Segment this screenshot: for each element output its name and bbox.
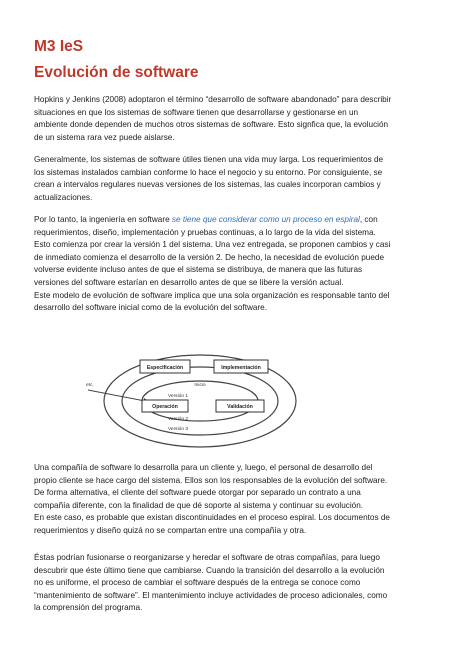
paragraph-line: requerimientos, diseño, implementación y pruebas continuas, a lo largo de la vida del sistema. xyxy=(34,227,376,237)
paragraph-line: la comprensión del programa. xyxy=(34,603,143,613)
paragraph-line: Una compañía de software lo desarrolla para un cliente y, luego, el personal de desarrollo del xyxy=(34,463,373,472)
etc-label: etc. xyxy=(86,383,94,388)
spiral-tail-line xyxy=(88,390,150,402)
paragraph-line: no es uniforme, el proceso de cambiar el software después de la entrega se conoce como xyxy=(34,578,361,588)
paragraph-line: volverse evidente incluso antes de que el sistema se distribuya, de manera que las futuras xyxy=(34,265,363,275)
paragraph-1 xyxy=(34,94,444,144)
paragraph-line: de inmediato comienza el desarrollo de la versión 2. De hecho, la necesidad de evolución puede xyxy=(34,252,385,262)
paragraph-line: En este caso, es probable que existan discontinuidades en el proceso espiral. Los documentos de xyxy=(34,513,390,523)
validation-label: Validación xyxy=(227,404,253,410)
paragraph-line: Esto comienza por crear la versión 1 del sistema. Una vez entregada, se proponen cambios y casi xyxy=(34,240,391,250)
paragraph-line: ambiente donde dependen de muchos otros sistemas de software. Esto signfica que, la evolución xyxy=(34,120,389,130)
paragraph-line: propio cliente se hace cargo del sistema. Ellos son los responsables de la evolución del software. xyxy=(34,475,388,485)
paragraph-line: descubrir que éste último tiene que cambiarse. Cuando la transición del desarrollo a la evolución xyxy=(34,565,385,575)
paragraph-line: versiones del software estarían en desarrollo antes de que se libere la versión actual. xyxy=(34,277,344,287)
paragraph-5 xyxy=(34,552,444,615)
spiral-process-link[interactable]: se tiene que considerar como un proceso en espiral xyxy=(171,215,360,224)
paragraph-line: Este modelo de evolución de software implica que una sola organización es responsable tanto del xyxy=(34,290,390,300)
paragraph-line: crean a intervalos regulares nuevas versiones de los sistemas, las cuales incorporan cambios y xyxy=(34,180,381,190)
text-run: Por lo tanto, la ingeniería en software xyxy=(34,215,172,224)
paragraph-line: Generalmente, los sistemas de software útiles tienen una vida muy larga. Los requerimientos de xyxy=(34,155,384,164)
version-3-label: Versión 3 xyxy=(167,427,189,432)
paragraph-4 xyxy=(34,462,444,538)
spiral-evolution-diagram xyxy=(80,350,300,452)
version-2-label: Versión 2 xyxy=(167,417,189,422)
section-heading: Evolución de software xyxy=(34,64,199,81)
version-1-label: Versión 1 xyxy=(167,394,189,399)
spiral-diagram-svg xyxy=(80,350,300,452)
page-title: M3 IeS xyxy=(34,38,84,55)
paragraph-line: requerimientos y diseño quizá no se compartan entre una compañía y otra. xyxy=(34,525,307,535)
paragraph-line: “mantenimiento de software”. El mantenimiento incluye actividades de proceso adicionales, como xyxy=(34,590,388,600)
paragraph-line: los sistemas instalados cambian conforme lo hace el negocio y su entorno. Por consiguiente, se xyxy=(34,167,383,177)
paragraph-line: compañía diferente, con la finalidad de que dé soporte al sistema y continuar su evolución. xyxy=(34,500,364,510)
paragraph-line: Hopkins y Jenkins (2008) adoptaron el término “desarrollo de software abandonado” para describir xyxy=(34,95,392,104)
paragraph-line: situaciones en que los sistemas de software tienen que desarrollarse y gestionarse en un xyxy=(34,107,359,117)
paragraph-3 xyxy=(34,214,444,315)
paragraph-line: actualizaciones. xyxy=(34,192,93,202)
paragraph-line: de un sistema rara vez puede aislarse. xyxy=(34,132,175,142)
paragraph-line: De forma alternativa, el cliente del software puede otorgar por separado un contrato a una xyxy=(34,488,361,498)
paragraph-2 xyxy=(34,154,444,204)
operation-label: Operación xyxy=(152,404,178,410)
text-run: , con xyxy=(359,215,378,224)
paragraph-line: desarrollo del software inicial como de la evolución del software. xyxy=(34,303,268,313)
paragraph-line xyxy=(34,214,444,227)
impl-label: Implementación xyxy=(221,365,261,371)
start-label: Inicio xyxy=(194,383,206,388)
spec-label: Especificación xyxy=(146,365,184,371)
paragraph-line: Éstas podrían fusionarse o reorganizarse y heredar el software de otras compañías, para luego xyxy=(34,553,380,562)
